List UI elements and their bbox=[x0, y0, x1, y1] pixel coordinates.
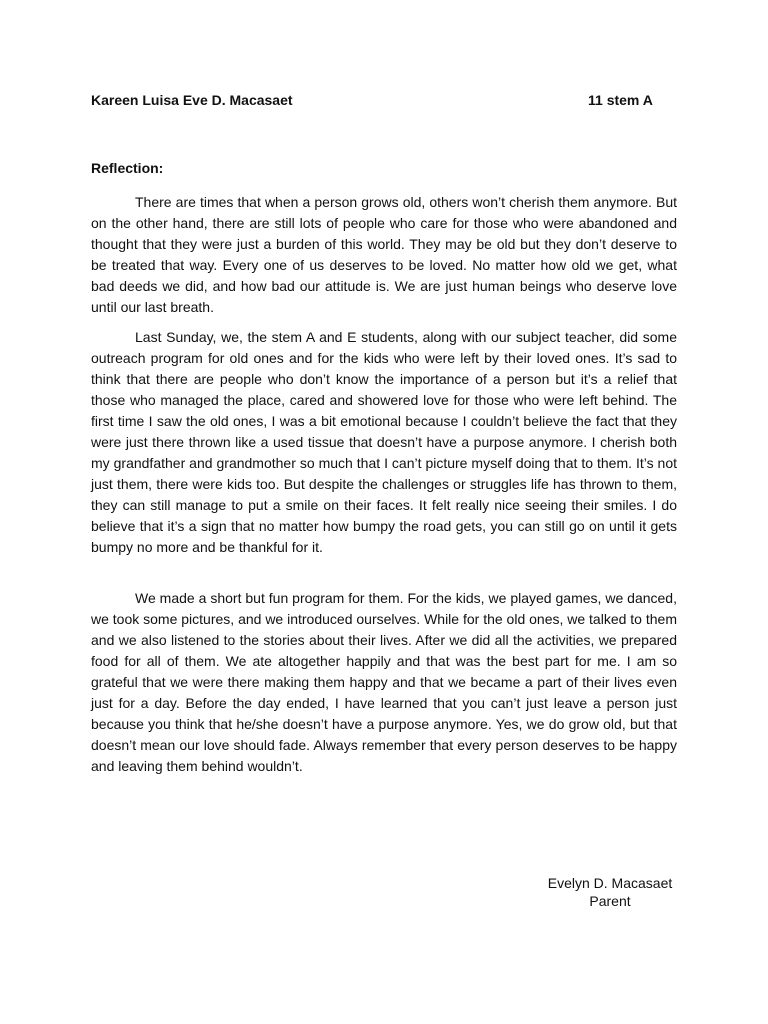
student-name: Kareen Luisa Eve D. Macasaet bbox=[91, 92, 293, 108]
grade-section: 11 stem A bbox=[588, 92, 653, 108]
section-heading: Reflection: bbox=[91, 160, 164, 176]
paragraph-1: There are times that when a person grows old, others won’t cherish them anymore. But on the other hand, there are still lots of people who care for those who were abandoned and thought that they were just a burden of this world. They may be old but they don’t deserve to be treated that way. Every one of us deserves to be loved. No matter how old we get, what bad deeds we did, and how bad our attitude is. We are just human beings who deserve love until our last breath. bbox=[91, 194, 677, 315]
document-header bbox=[91, 92, 661, 112]
signer-name: Evelyn D. Macasaet bbox=[547, 875, 673, 891]
signer-role: Parent bbox=[589, 893, 631, 909]
paragraph-2: Last Sunday, we, the stem A and E students, along with our subject teacher, did some outreach program for old ones and for the kids who were left by their loved ones. It’s sad to think that there are people who don’t know the importance of a person but it’s a relief that those who managed the place, cared and showered love for those who were left behind. The first time I saw the old ones, I was a bit emotional because I couldn’t believe the fact that they were just there thrown like a used tissue that doesn’t have a purpose anymore. I cherish both my grandfather and grandmother so much that I can’t picture myself doing that to them. It’s not just them, there were kids too. But despite the challenges or struggles life has thrown to them, they can still manage to put a smile on their faces. It felt really nice seeing their smiles. I do believe that it’s a sign that no matter how bumpy the road gets, you can still go on until it gets bumpy no more and be thankful for it. bbox=[91, 329, 677, 555]
paragraph-3: We made a short but fun program for them. For the kids, we played games, we danced, we took some pictures, and we introduced ourselves. While for the old ones, we talked to them and we also listened to the stories about their lives. After we did all the activities, we prepared food for all of them. We ate altogether happily and that was the best part for me. I am so grateful that we were there making them happy and that we became a part of their lives even just for a day. Before the day ended, I have learned that you can’t just leave a person just because you think that he/she doesn’t have a purpose anymore. Yes, we do grow old, but that doesn’t mean our love should fade. Always remember that every person deserves to be happy and leaving them behind wouldn’t. bbox=[91, 590, 677, 774]
signature-block bbox=[520, 874, 700, 910]
